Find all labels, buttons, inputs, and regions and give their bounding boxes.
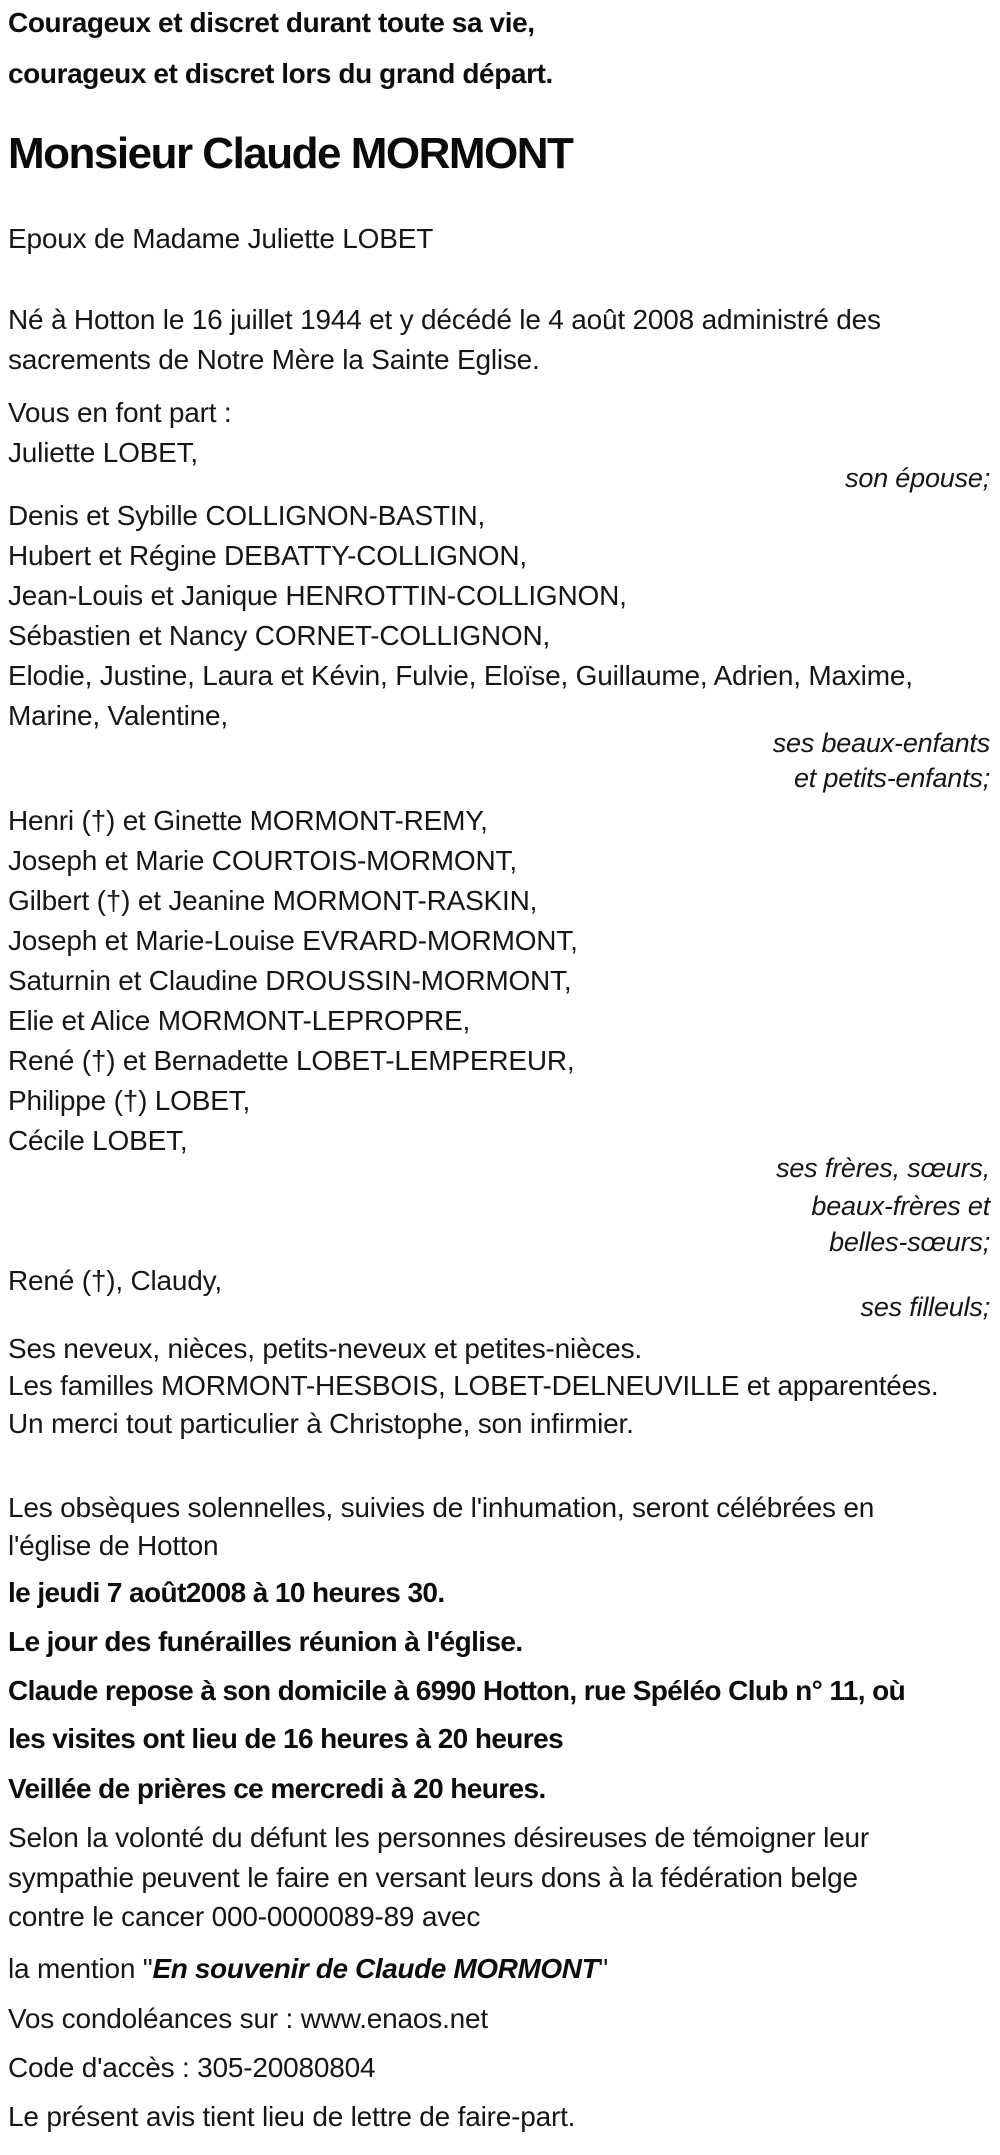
mention-suffix: "	[598, 1953, 609, 1984]
epigraph-line-1: Courageux et discret durant toute sa vie,	[8, 7, 535, 38]
relation-siblings-line-2: beaux-frères et	[811, 1191, 990, 1221]
mourner-line: Saturnin et Claudine DROUSSIN-MORMONT,	[8, 965, 572, 996]
deceased-name-title: Monsieur Claude MORMONT	[8, 129, 573, 178]
footer-notice-line: Le présent avis tient lieu de lettre de faire-part.	[8, 2101, 576, 2132]
ceremony-line-1: Les obsèques solennelles, suivies de l'inhumation, seront célébrées en	[8, 1492, 875, 1523]
announcement-intro: Vous en font part :	[8, 397, 232, 428]
mention-emphasis: En souvenir de Claude MORMONT	[152, 1953, 599, 1984]
donation-line-2: sympathie peuvent le faire en versant leurs dons à la fédération belge	[8, 1862, 858, 1893]
relation-children-line-2: et petits-enfants;	[793, 763, 990, 793]
ceremony-line-2: l'église de Hotton	[8, 1530, 219, 1561]
spouse-line: Epoux de Madame Juliette LOBET	[8, 223, 434, 254]
ceremony-meeting: Le jour des funérailles réunion à l'église.	[8, 1626, 523, 1657]
mourner-line: Joseph et Marie-Louise EVRARD-MORMONT,	[8, 925, 578, 956]
ceremony-date: le jeudi 7 août2008 à 10 heures 30.	[8, 1577, 445, 1608]
mourner-line: Hubert et Régine DEBATTY-COLLIGNON,	[8, 540, 527, 571]
thanks-line: Un merci tout particulier à Christophe, son infirmier.	[8, 1408, 634, 1439]
donation-line-1: Selon la volonté du défunt les personnes désireuses de témoigner leur	[8, 1822, 869, 1853]
mourner-line: Jean-Louis et Janique HENROTTIN-COLLIGNON,	[8, 580, 627, 611]
epigraph-line-2: courageux et discret lors du grand départ.	[8, 58, 553, 89]
mourner-line: Joseph et Marie COURTOIS-MORMONT,	[8, 845, 517, 876]
repose-line-2: les visites ont lieu de 16 heures à 20 heures	[8, 1723, 564, 1754]
other-mourners-line: Ses neveux, nièces, petits-neveux et petites-nièces.	[8, 1333, 642, 1364]
related-families-line: Les familles MORMONT-HESBOIS, LOBET-DELNEUVILLE et apparentées.	[8, 1370, 939, 1401]
relation-spouse: son épouse;	[845, 463, 990, 493]
mourner-line: Henri (†) et Ginette MORMONT-REMY,	[8, 805, 488, 836]
life-dates-line-2: sacrements de Notre Mère la Sainte Eglise.	[8, 344, 540, 375]
mourner-spouse-name: Juliette LOBET,	[8, 437, 198, 468]
access-code-line: Code d'accès : 305-20080804	[8, 2052, 376, 2083]
mourner-line: Marine, Valentine,	[8, 700, 229, 731]
donation-mention-line	[8, 1952, 608, 1986]
mourner-line: Cécile LOBET,	[8, 1125, 188, 1156]
mourner-line: Philippe (†) LOBET,	[8, 1085, 251, 1116]
mention-prefix: la mention "	[8, 1953, 153, 1984]
mourner-line: Elodie, Justine, Laura et Kévin, Fulvie, Eloïse, Guillaume, Adrien, Maxime,	[8, 660, 913, 691]
vigil-line: Veillée de prières ce mercredi à 20 heures.	[8, 1773, 546, 1804]
condolences-line: Vos condoléances sur : www.enaos.net	[8, 2003, 488, 2034]
mourner-line: Gilbert (†) et Jeanine MORMONT-RASKIN,	[8, 885, 538, 916]
mourner-line: René (†) et Bernadette LOBET-LEMPEREUR,	[8, 1045, 575, 1076]
donation-line-3: contre le cancer 000-0000089-89 avec	[8, 1901, 481, 1932]
relation-siblings-line-3: belles-sœurs;	[829, 1227, 990, 1257]
mourner-godchildren: René (†), Claudy,	[8, 1265, 222, 1296]
mourner-line: Denis et Sybille COLLIGNON-BASTIN,	[8, 500, 486, 531]
life-dates-line-1: Né à Hotton le 16 juillet 1944 et y décédé le 4 août 2008 administré des	[8, 304, 881, 335]
mourner-line: Elie et Alice MORMONT-LEPROPRE,	[8, 1005, 471, 1036]
repose-line-1: Claude repose à son domicile à 6990 Hotton, rue Spéléo Club n° 11, où	[8, 1675, 906, 1706]
relation-children-line-1: ses beaux-enfants	[772, 728, 990, 758]
relation-siblings-line-1: ses frères, sœurs,	[776, 1153, 990, 1183]
mourner-line: Sébastien et Nancy CORNET-COLLIGNON,	[8, 620, 551, 651]
relation-godchildren: ses filleuls;	[860, 1292, 990, 1322]
